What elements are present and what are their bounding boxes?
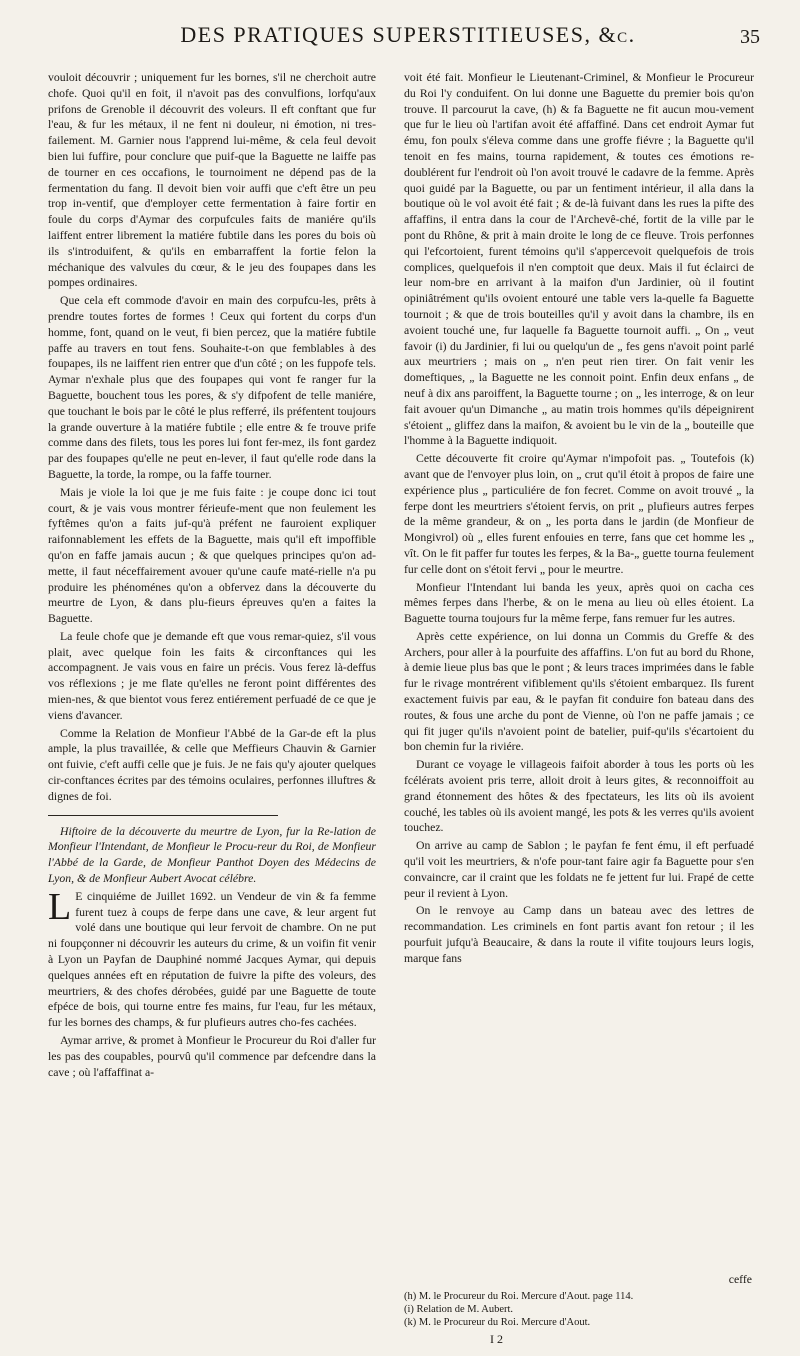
paragraph: Mais je viole la loi que je me fuis faite : je coupe donc ici tout court, & je vais vous montrer férieufe-ment que non feulement les fyftêmes qu'on a faits juf-qu'à préfent ne fauroient expliquer raifonnablement les effets de la Baguette, mais qu'il eft impoffible qu'on en faffe jamais aucun ; & que quelques principes qu'on ad-mette, il faut néceffairement avouer qu'une caufe maté-rielle n'a pu produire les phénoménes qu'on a obfervez dans la découverte du meurtre de Lyon, & dans plu-fieurs épreuves qu'en a faites la Baguette. — [48, 485, 376, 626]
paragraph: Aymar arrive, & promet à Monfieur le Procureur du Roi d'aller fur les pas des coupables, pourvû qu'il commence par defcendre dans la cave ; où l'affaffinat a- — [48, 1034, 376, 1079]
paragraph — [48, 885, 376, 1031]
footnote: (i) Relation de M. Aubert. — [404, 1304, 514, 1315]
paragraph: Après cette expérience, on lui donna un Commis du Greffe & des Archers, pour aller à la pourfuite des affaffins. L'on fut au bord du Rhone, à demie lieue plus bas que le pont ; & leurs traces imprimées dans le fable fur le rivage montrérent vifiblement qu'ils s'étoient embarquez. Ils furent exactement fuivis par eau, & le payfan fit conduire fon bateau dans des routes, & fous une arche du pont de Vienne, où l'on ne paffe jamais ; ce qui fit juger qu'ils n'avoient point de batelier, puif-qu'ils s'écartoient du bon chemin fur la riviére. — [404, 629, 754, 754]
footnote: (h) M. le Procureur du Roi. Mercure d'Aout. page 114. — [404, 1291, 634, 1302]
section-divider — [48, 815, 278, 816]
paragraph: Que cela eft commode d'avoir en main des corpufcu-les, prêts à prendre toutes fortes de formes ! Ceux qui fortent du corps d'un homme, font, quand on le veut, fi bien percez, que la matiére fubtile paffe au travers en tout fens. Souhaite-t-on que femblables à des foupapes, ils ne laiffent rien entrer que d'un côté ; on les fuppofe tels. Aymar n'exhale plus que des foupapes qui vont fe ranger fur la Baguette, bouchent tous les pores, & s'y difpofent de telle maniére, que touchant le bois par le côté le plus refferré, ils préfentent toujours la grande ouverture à la matiére fubtile ; elle entre & fe trouve prife comme dans des filets, tous les pores lui font fer-mez, ils font gardez par des foupapes qu'elle ne peut en-lever, il faut qu'elle rode dans la Baguette, la torde, la rompe, ou la faffe tourner. — [48, 294, 376, 481]
paragraph: Cette découverte fit croire qu'Aymar n'impofoit pas. „ Toutefois (k) avant que de l'envoyer plus loin, on „ crut qu'il étoit à propos de faire une expérience plus „ particuliére de fon fecret. Comme on avoit trouvé „ la ferpe dont les meurtriers s'étoient fervis, on prit „ plufieurs autres ferpes de la même grandeur, & on „ les porta dans le jardin (de Monfieur de Mongivrol) où „ elles furent enfouies en terre, fans que cet homme les „ vît. On le fit paffer fur toutes les ferpes, & la Ba-„ guette tourna feulement fur celle dont on s'étoit fervi „ pour le meurtre. — [404, 452, 754, 576]
left-column — [48, 70, 376, 1082]
footnotes — [404, 1290, 754, 1329]
paragraph: La feule chofe que je demande eft que vous remar-quiez, s'il vous plait, avec quelque foin les faits & circonftances qui les accompagnent. Je vais vous en faire un précis. Vous ferez là-deffus vos réflexions ; je me flate qu'elles ne feront point différentes des mien-nes, & que bientot vous ferez entiérement perfuadé de ce que je viens d'avancer. — [48, 629, 376, 722]
footnote: (k) M. le Procureur du Roi. Mercure d'Aout. — [404, 1317, 591, 1328]
paragraph-text: E cinquiéme de Juillet 1692. un Vendeur de vin & fa femme furent tuez à coups de ferpe dans une cave, & leur argent fut volé dans une boutique qui leur fervoit de chambre. On ne put ni foupçonner ni découvrir les auteurs du crime, & un voifin fit venir à Lyon un Payfan de Dauphiné nommé Jacques Aymar, qui depuis quelques années eft en réputation de fuivre la pifte des voleurs, des meurtriers, & des chofes dérobées, guidé par une Baguette de toute efpéce de bois, qui tourne entre fes mains, fur l'eau, fur les métaux, fur les bornes des champs, & fur plufieurs autres cho-fes cachées. — [48, 889, 376, 1030]
page-header — [48, 22, 760, 62]
paragraph: On le renvoye au Camp dans un bateau avec des lettres de recommandation. Les criminels en font partis avant fon retour ; il les pourfuit jufqu'à Beaucaire, & dans la route il vifite toujours leurs logis, marque fans — [404, 904, 754, 965]
catchword: ceffe — [728, 1273, 752, 1286]
paragraph: voit été fait. Monfieur le Lieutenant-Criminel, & Monfieur le Procureur du Roi l'y conduifent. On lui donne une Baguette du premier bois qu'on trouve. Il parcourut la cave, (h) & fa Baguette ne fit aucun mou-vement que fur le lieu où l'artifan avoit été affaffiné. Dans cet endroit Aymar fut ému, fon poulx s'éleva comme dans une groffe fiévre ; la Baguette qu'il tenoit en fes mains, tourna rapidement, & toutes ces émotions re-doublérent fur l'endroit où l'on avoit trouvé le cadavre de la femme. Après quoi guidé par la Baguette, ou par un fentiment intérieur, il alla dans la boutique où le vol avoit été fait ; & de-là fuivant dans les rues la pifte des affaffins, il entra dans la cour de l'Archevê-ché, fortit de la ville par le pont du Rhône, & prit à main droite le long de ce fleuve. Trois perfonnes qui l'efcortoient, furent témoins qu'il s'appercevoit quelquefois de trois complices, quelquefois il n'en comptoit que deux. Mais il fut éclairci de leur nom-bre en arrivant à la maifon d'un Jardinier, où il foutint opiniâtrément qu'ils ovoient entouré une table vers la-quelle fa Baguette tournoit ; & que de trois bouteilles qu'il y avoit dans la chambre, ils en avoient touché une, fur laquelle fa Baguette tournoit auffi. „ On „ veut favoir (i) du Jardinier, fi lui ou quelqu'un de „ fes gens n'avoit point parlé aux meurtriers ; mais on „ n'en peut rien tirer. On fait venir les domeftiques, „ la Baguette ne les connoit point. Enfin deux enfans „ de neuf à dix ans paroiffent, la Baguette tourne ; on „ les interroge, & on leur fait avouer qu'un Dimanche „ au matin trois hommes qu'ils dépeignirent s'étoient „ gliffez dans la maifon, & avoient bu le vin de la „ bouteille que l'homme à la Baguette indiquoit. — [404, 71, 754, 448]
drop-cap: L — [48, 885, 72, 928]
paragraph: vouloit découvrir ; uniquement fur les bornes, s'il ne cherchoit autre chofe. Quoi qu'il en foit, il n'avoit pas des convulfions, lorfqu'aux prifons de Grenoble il découvrit des voleurs. Il eft conftant que fur l'eau, & fur les métaux, il ne fent ni douleur, ni émotion, ni tres-failement. M. Garnier nous l'apprend lui-même, & cela feul devoit bien lui fuffire, pour conclure que puif-que la Baguette ne laiffe pas de tourner en ces occafions, le tournoiment ne dépend pas de la fermentation du fang. Il devoit bien voir auffi que c'eft être un peu trop in-ventif, que d'employer cette fermentation à faire fortir en foule du corps d'Aymar des corpufcules faits de maniére qu'ils laiffent entrer librement la matiére fubtile dans les pores du bois où ils s'introduifent, & qu'ils en embarraffent la fortie felon la méchanique des valvules du cœur, & le jeu des foupapes dans les pompes ordinaires. — [48, 71, 376, 290]
right-column — [404, 70, 754, 969]
article-title: Hiftoire de la découverte du meurtre de Lyon, fur la Re-lation de Monfieur l'Intendant, de Monfieur le Procu-reur du Roi, de Monfieur l'Abbé de la Garde, de Monfieur Panthot Doyen des Médecins de Lyon, & de Monfieur Aubert Avocat célébre. — [48, 824, 376, 886]
running-title: DES PRATIQUES SUPERSTITIEUSES, &c. — [180, 22, 636, 47]
paragraph: Comme la Relation de Monfieur l'Abbé de la Gar-de eft la plus ample, la plus travaillée, & celle que Meffieurs Chauvin & Garnier ont fuivie, c'eft auffi celle que je fuis. Je ne fais qu'y ajouter quelques cir-conftances écrites par des témoins oculaires, perfonnes illuftres & dignes de foi. — [48, 726, 376, 803]
paragraph: Monfieur l'Intendant lui banda les yeux, après quoi on cacha ces mêmes ferpes dans l'herbe, & on le mena au lieu où elles étoient. La Baguette tourna toujours fur la même ferpe, fans remuer fur les autres. — [404, 580, 754, 626]
paragraph: Durant ce voyage le villageois faifoit aborder à tous les ports où les fcélérats avoient pris terre, alloit droit à leurs gites, & reconnoiffoit au grand étonnement des hôtes & des fpectateurs, les lits où ils avoient couché, les tables où ils avoient mangé, les pots & les verres qu'ils avoient touchez. — [404, 758, 754, 835]
signature-mark: I 2 — [490, 1332, 503, 1346]
page-number: 35 — [740, 26, 760, 48]
paragraph: On arrive au camp de Sablon ; le payfan fe fent ému, il eft perfuadé qu'il voit les meurtriers, & n'ofe pour-tant faire agir fa Baguette pour s'en convaincre, car il craint que les foldats ne fe jettent fur lui. Frapé de cette peur il revient à Lyon. — [404, 839, 754, 900]
